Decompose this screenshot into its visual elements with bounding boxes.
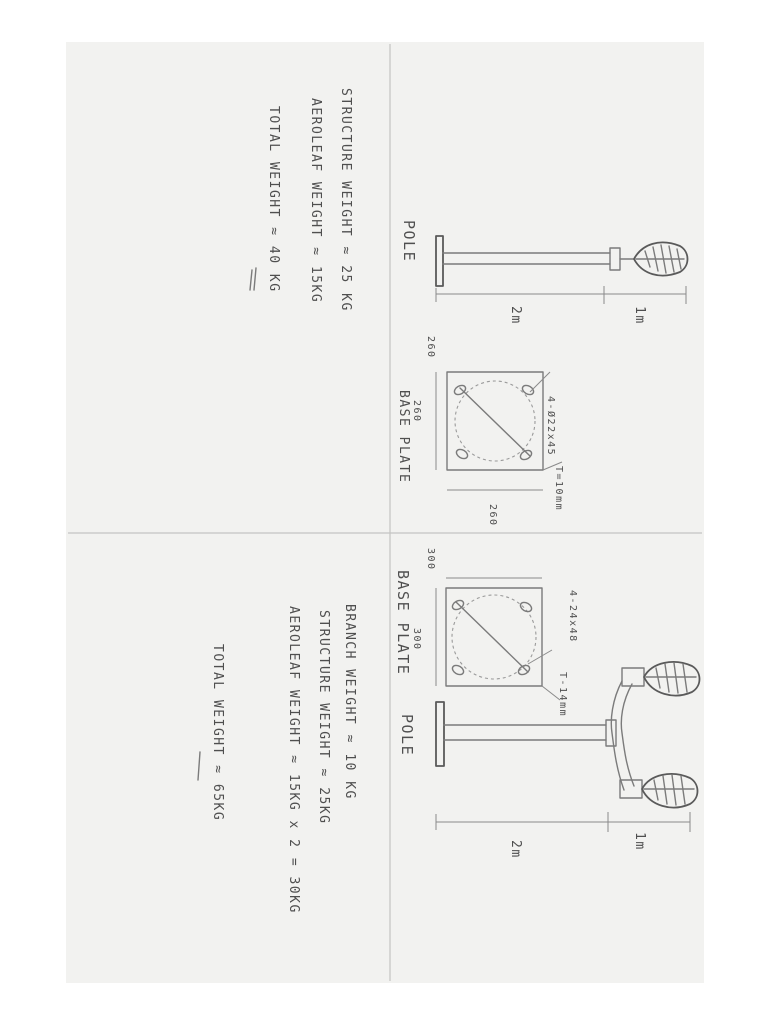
right-branch-arm-inner	[621, 684, 634, 786]
left-bolt-hole-2	[521, 384, 535, 397]
left-pole-base-flange	[436, 236, 443, 286]
right-bolt-hole-3	[451, 664, 465, 677]
right-aeroleaf-lower-icon	[642, 774, 698, 808]
right-aeroleaf-weight: AEROLEAF WEIGHT ≈ 15KG x 2 = 30KG	[286, 606, 301, 914]
right-height-upper-label: 1m	[632, 832, 647, 851]
left-plate-side-a: 260	[425, 336, 436, 359]
left-total-underline	[250, 268, 256, 290]
left-total-weight: TOTAL WEIGHT ≈ 40 KG	[266, 106, 281, 293]
left-height-lower-label: 2m	[508, 306, 523, 325]
left-bolt-hole-4	[519, 449, 533, 462]
right-plate-side-a: 300	[425, 548, 436, 571]
right-branch-weight: BRANCH WEIGHT ≈ 10 KG	[342, 604, 357, 800]
left-thickness-label: T=10mm	[553, 466, 564, 512]
right-structure-weight: STRUCTURE WEIGHT ≈ 25KG	[316, 610, 331, 825]
right-thickness-label: T-14mm	[557, 672, 568, 718]
right-holes-label: 4-24x48	[567, 590, 578, 643]
right-height-lower-label: 2m	[508, 840, 523, 859]
left-base-plate-drawing	[436, 372, 562, 490]
right-plate-side-b: 300	[411, 628, 422, 651]
right-pole-base-flange	[436, 702, 444, 766]
right-base-plate-drawing	[436, 578, 560, 700]
right-base-plate-diagonal	[456, 602, 528, 672]
right-pole-label: POLE	[398, 714, 416, 757]
left-aeroleaf-weight: AEROLEAF WEIGHT ≈ 15KG	[308, 98, 323, 304]
left-plate-side-c: 260	[487, 504, 498, 527]
left-hole-leader	[530, 372, 550, 392]
left-height-upper-label: 1m	[632, 306, 647, 325]
right-height-dimensions	[436, 812, 690, 832]
left-bolt-hole-3	[455, 448, 469, 461]
left-height-dimensions	[436, 286, 686, 304]
left-base-plate-diagonal	[460, 388, 530, 456]
left-pole-collar	[610, 248, 620, 270]
right-total-underline	[198, 752, 200, 780]
left-bolt-hole-1	[453, 384, 467, 397]
left-plate-side-b: 260	[411, 400, 422, 423]
right-branch-top-cap	[622, 668, 644, 686]
right-hole-leader	[528, 650, 552, 664]
left-pole-label: POLE	[400, 220, 418, 263]
right-total-weight: TOTAL WEIGHT ≈ 65KG	[210, 644, 225, 822]
right-bolt-hole-2	[519, 601, 533, 614]
right-aeroleaf-upper-hatch	[656, 663, 687, 693]
left-holes-label: 4-Ø22x45	[545, 396, 556, 457]
right-aeroleaf-upper-icon	[644, 662, 700, 696]
right-bolt-hole-4	[517, 664, 531, 677]
right-base-plate-label: BASE PLATE	[394, 570, 412, 676]
left-base-plate-label: BASE PLATE	[396, 390, 411, 484]
left-pole-drawing	[436, 236, 688, 286]
right-aeroleaf-lower-hatch	[654, 775, 685, 805]
left-structure-weight: STRUCTURE WEIGHT ≈ 25 KG	[338, 88, 353, 312]
